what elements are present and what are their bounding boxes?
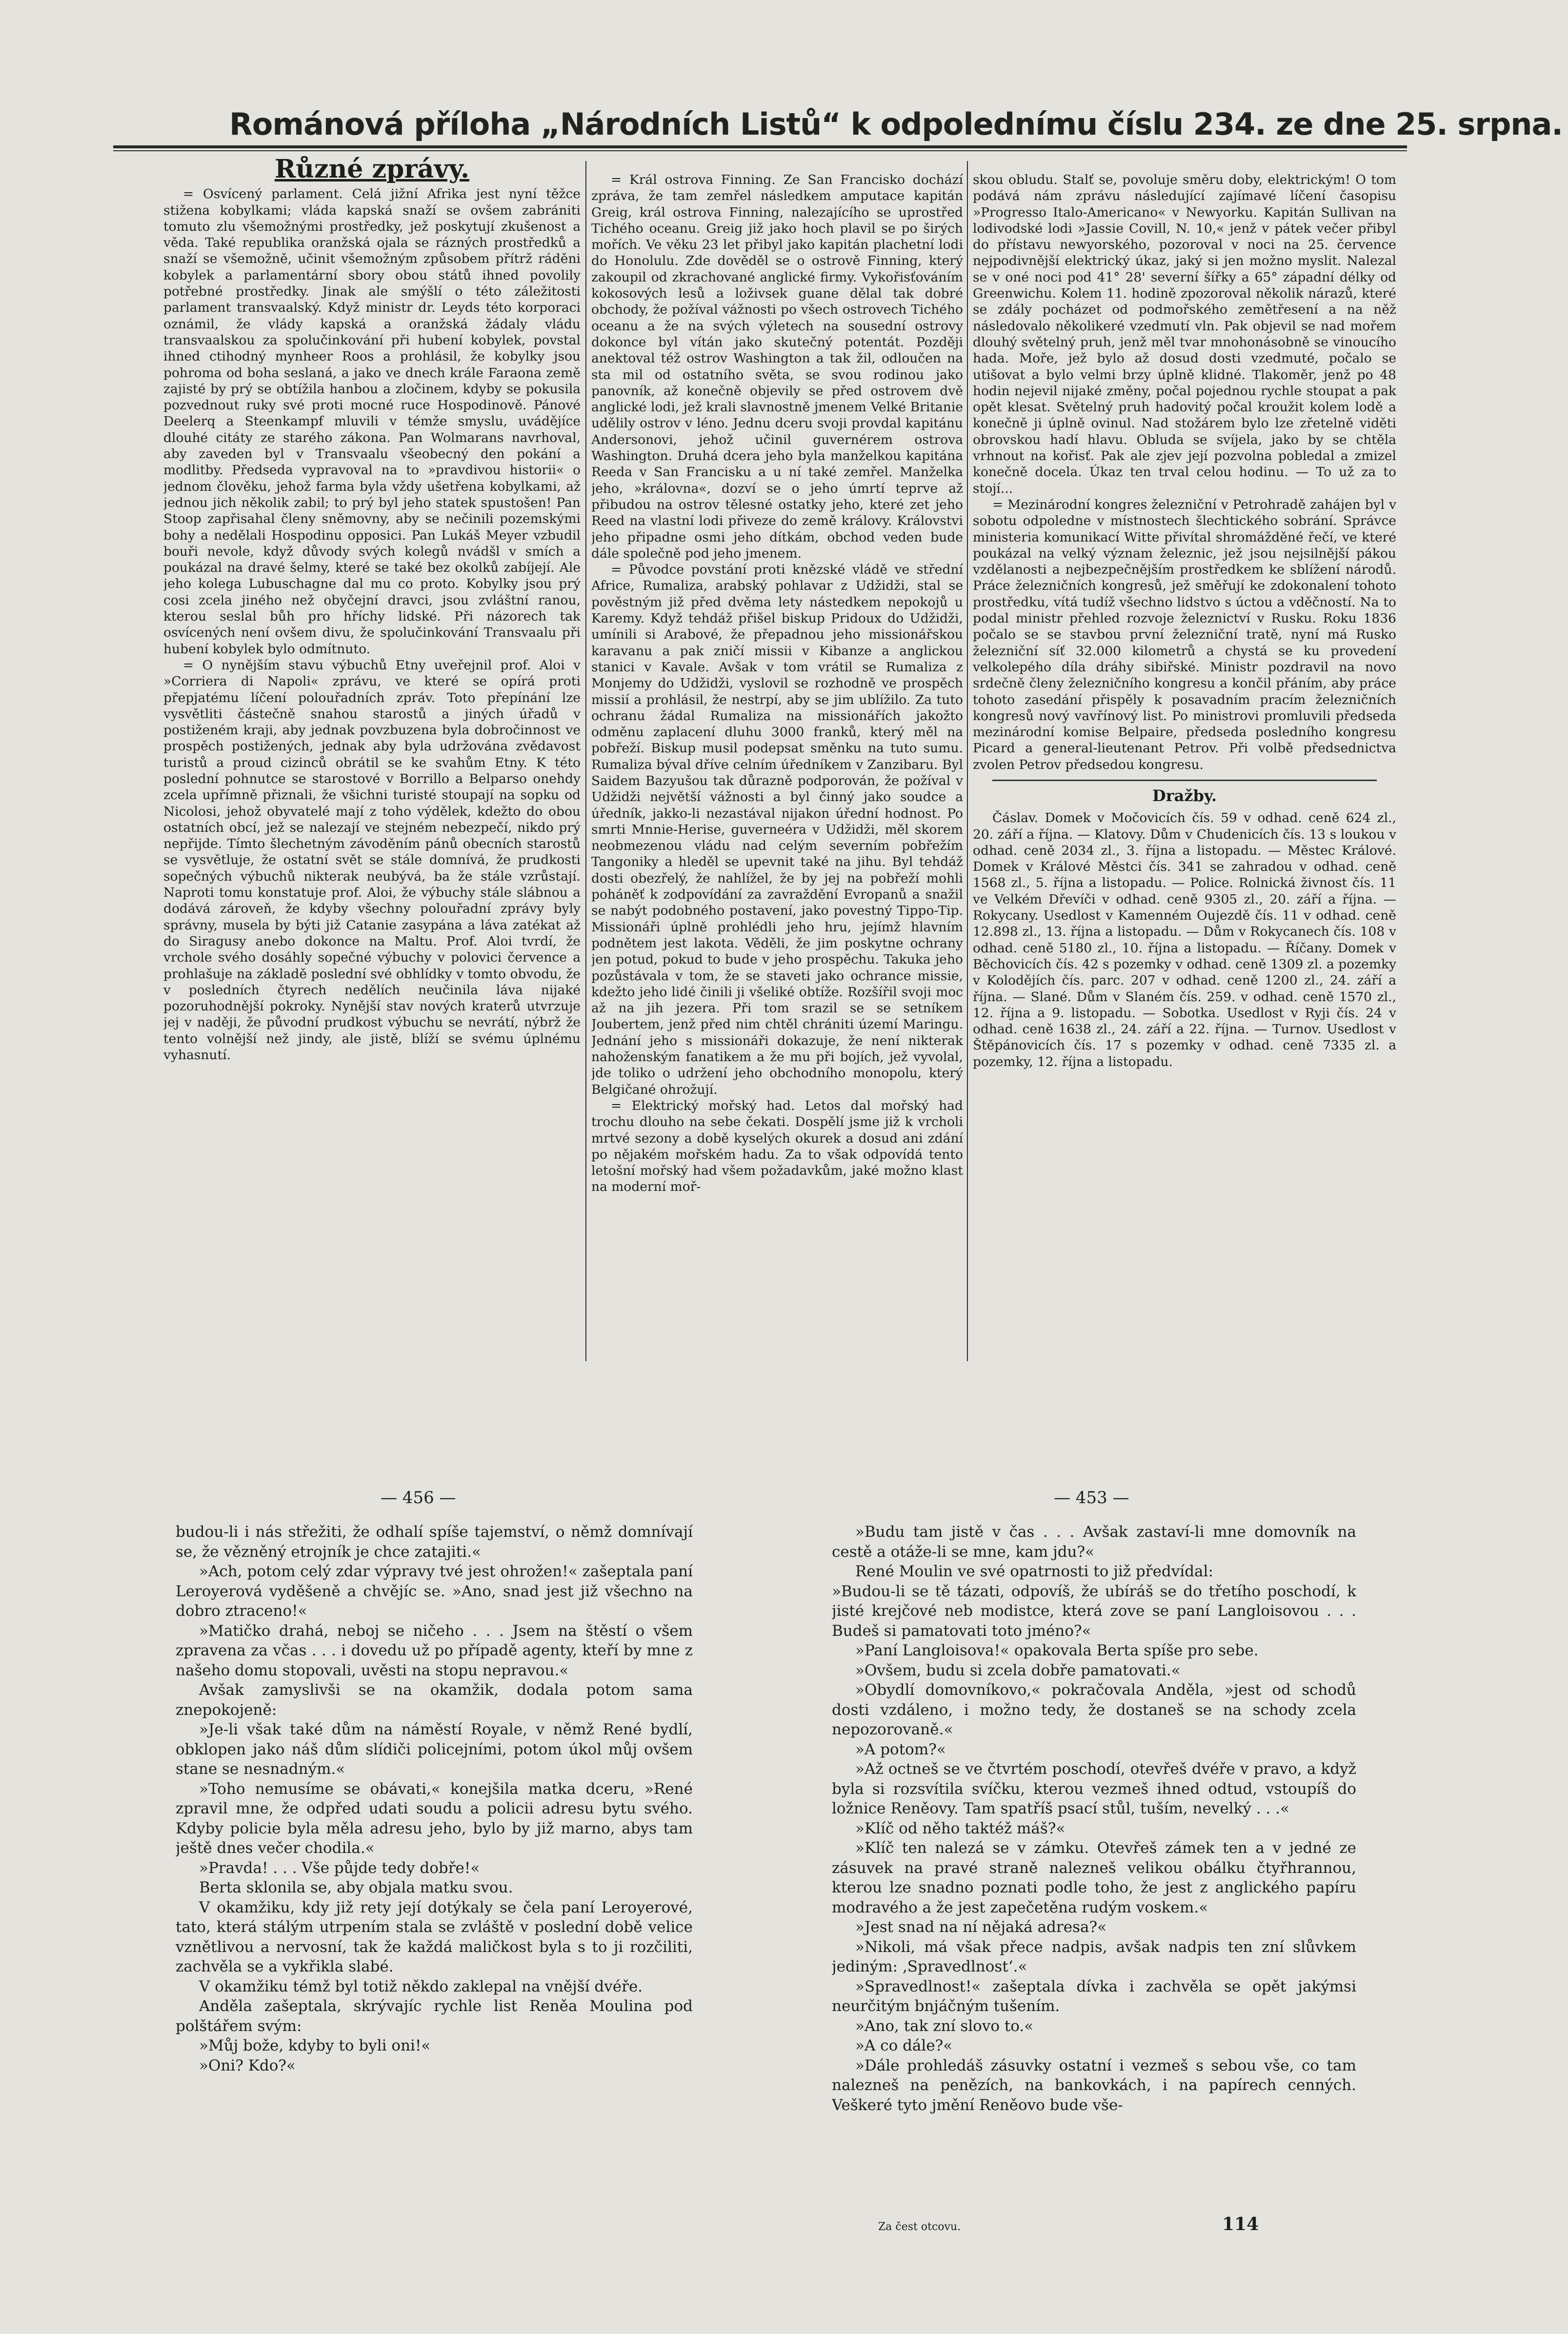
news-item-parliament: = Osvícený parlament. Celá jižní Afrika jest nyní těžce stižena kobylkami; vláda kapská snaží se ovšem zabrániti tomuto zlu všemožnými prostředky, jež poskytují zkušenost a věda. Také republika oranžská ojala se rázných prostředků a snaží se všemožně, učinit všemožným způsobem přítrž ráděni kobylek a parlamentární sbory obou států ihned povolily potřebné prostředky. Jinak ale smýšlí o této záležitosti parlament transvaalský. Když ministr dr. Leyds této korporaci oznámil, že vlády kapská a oranžská žádaly vládu transvaalskou za spolučinkování při hubení kobylek, povstal ihned ctihodný mynheer Roos a prohlásil, že kobylky jsou pohroma od boha seslaná, a jako ve dnech krále Faraona země zajisté by prý se obtížila hanbou a zločinem, kdyby se pokusila pozvednout ruky své proti mocné ruce Hospodinově. Pánové Deelerq a Steenkampf mluvili v témže smyslu, uvádějíce dlouhé citáty ze starého zákona. Pan Wolmarans navrhoval, aby zaveden byl v Transvaalu všeobecný den pokání a modlitby. Předseda vypravoval na to »pravdivou historii« o jednom člověku, jehož farma byla vždy ušetřena kobylkami, až jednou jich několik zabil; to prý byl jeho statek spustošen! Pan Stoop zapřisahal členy sněmovny, aby se nečinili pozemskými bohy a nedělali Hospodinu opposici. Pan Lukáš Meyer vzbudil bouři nevole, když důvody svých kolegů nvádšl v smích a poukázal na dravé šelmy, které se také bez okolků zabíjejí. Ale jeho kolega Lubuschagne dal mu co proto. Kobylky jsou prý cosi zcela jiného než obyčejní dravci, jsou zvláštní ranou, kterou seslal bůh pro hříchy lidské. Při názorech tak osvícených není ovšem divu, že spolučinkování Transvaalu při hubení kobylek bylo odmítnuto. xyxy=(163,186,581,657)
novel-left-paragraph: »Toho nemusíme se obávati,« konejšila matka dceru, »René zpravil mne, že odpřed udati soudu a policii adresu bytu svého. Kdyby policie byla měla adresu jeho, bylo by již marno, abys tam ještě dnes večer chodila.« xyxy=(176,1780,693,1857)
section-rule xyxy=(992,780,1377,781)
novel-left-paragraph: Berta sklonila se, aby objala matku svou. xyxy=(199,1879,513,1896)
novel-right-paragraph: »Klíč ten nalezá se v zámku. Otevřeš zámek ten a v jedné ze zásuvek na pravé straně nalezneš velikou obálku čtyřhrannou, kterou lze snadno poznati podle toho, že jest z anglického papíru modravého a že jest zapečetěna rudým voskem.« xyxy=(832,1839,1356,1916)
page-footnote: Za čest otcovu. xyxy=(878,2221,961,2233)
novel-left-paragraph: »Oni? Kdo?« xyxy=(199,2056,296,2074)
page-number-right: — 453 — xyxy=(1054,1488,1129,1508)
novel-right-paragraph: »Obydlí domovníkovo,« pokračovala Anděla, »jest od schodů dosti vzdáleno, i možno tedy, že dostaneš se na schody zcela nepozorovaně.« xyxy=(832,1681,1356,1738)
news-item-railway-congress: = Mezinárodní kongres železniční v Petrohradě zahájen byl v sobotu odpoledne v místnostech šlechtického sobrání. Správce ministeria komunikací Witte přivítal shromážděné řečí, ve které poukázal na velký význam železnic, jež jsou nejsilnější pákou vzdělanosti a nejbezpečnějším prostředkem ke sblížení národů. Práce železničních kongresů, jež směřují ke zdokonalení tohoto prostředku, vítá tudíž všechno lidstvo s úctou a vděčností. Na to podal ministr přehled rozvoje železnictví v Rusku. Roku 1836 počalo se se stavbou první železniční tratě, nyní má Rusko železniční síť 32.000 kilometrů a chystá se ku provedení velkolepého díla dráhy sibiřské. Ministr pozdravil na novo srdečně členy železničního kongresu a končil přáním, aby práce tohoto zasedání přispěly k posavadním pracím železničních kongresů nový vavřínový list. Po ministrovi promluvili předseda mezinárodní komise Belpaire, předseda posledního kongresu Picard a general-lieutenant Petrov. Při volbě předsednictva zvolen Petrov předsedou kongresu. xyxy=(973,497,1396,772)
novel-left-paragraph: »Pravda! . . . Vše půjde tedy dobře!« xyxy=(199,1859,480,1877)
novel-right-paragraph: »Nikoli, má však přece nadpis, avšak nadpis ten zní slůvkem jediným: ‚Spravedlnost‘.« xyxy=(832,1938,1356,1975)
novel-right-paragraph: »Až octneš se ve čtvrtém poschodí, otevřeš dvéře v pravo, a když byla si rozsvítila svíčku, kterou vezmeš ihned odtud, vstoupíš do ložnice Reněovy. Tam spatříš psací stůl, tuším, nevelký . . .« xyxy=(832,1760,1356,1817)
novel-right-paragraph: »A potom?« xyxy=(855,1740,946,1758)
news-item-rumaliza: = Původce povstání proti knězské vládě ve střední Africe, Rumaliza, arabský pohlavar z Udžidži, stal se pověstným již před dvěma lety nástedkem nepokojů u Karemy. Když tehdáž přišel biskup Pridoux do Udžidži, umínili si Arabové, že přepadnou jeho missionářskou karavanu a pak zničí missii v Kibanze a anglickou stanici v Kavale. Avšak v tom vrátil se Rumaliza z Monjemy do Udžidži, vyslovil se rozhodně ve prospěch missií a prohlásil, že nestrpí, aby se jim ublížilo. Za tuto ochranu žádal Rumaliza na missionářích jakožto odměnu zaplacení dluhu 3000 franků, který měl na pobřeží. Biskup musil podepsat směnku na tuto sumu. Rumaliza býval dříve celním úředníkem v Zanzibaru. Byl Saidem Bazyušou tak důrazně podporován, že požíval v Udžidži největší vážnosti a byl činný jako soudce a úředník, jakko-li nezastával nijakon úřední hodnost. Po smrti Mnnie-Herise, guverneéra v Udžidži, měl skorem neobmezenou vládu nad celým severním pobřežím Tangoniky a hleděl se upevnit také na jihu. Byl tehdáž dosti obezřelý, že nahlížel, že by jej na pobřeží mohli poháněť k zodpovídání za zavraždění Evropanů a snažil se nabýt podobného postavení, jako povestný Tippo-Tip. Missionáři úplně prohlédli jeho hru, jejímž hlavním podnětem jest lakota. Věděli, že jim poskytne ochrany jen potud, pokud to bude v jeho prospěchu. Takuka jeho pozůstávala v tom, že se staveti jako ochrance missie, kdežto jeho lidé činili ji všeliké obtíže. Rozšířil svoji moc až na jih jezera. Při tom srazil se se setníkem Joubertem, jenž před nim chtěl chrániti území Maringu. Jednání jeho s missionáři dokazuje, že není nikterak nahoženským fanatikem a že mu při bojích, jež vyvolal, jde toliko o udržení jeho obchodního monopolu, který Belgičané ohrožují. xyxy=(591,562,963,1097)
novel-right-paragraph: »Budu tam jistě v čas . . . Avšak zastaví-li mne domovník na cestě a otáže-li se mne, kam jdu?« xyxy=(832,1523,1356,1561)
auctions-list: Čáslav. Domek v Močovicích čís. 59 v odhad. ceně 624 zl., 20. září a října. — Klatovy. Dům v Chudenicích čís. 13 s loukou v odhad. ceně 2034 zl., 3. října a listopadu. — Městec Králové. Domek v Králové Městci čís. 341 se zahradou v odhad. ceně 1568 zl., 5. října a listopadu. — Police. Rolnická živnost čís. 11 ve Velkém Dřevíči v odhad. ceně 9305 zl., 20. září a října. — Rokycany. Usedlost v Kamenném Oujezdě čís. 11 v odhad. ceně 12.898 zl., 13. října a listopadu. — Dům v Rokycanech čís. 108 v odhad. ceně 5180 zl., 10. října a listopadu. — Říčany. Domek v Běchovicích čís. 42 s pozemky v odhad. ceně 1309 zl. a pozemky v Kolodějích čís. parc. 207 v odhad. ceně 1200 zl., 24. září a října. — Slané. Dům v Slaném čís. 259. v odhad. ceně 1570 zl., 12. října a 9. listopadu. — Sobotka. Usedlost v Ryji čís. 24 v odhad. ceně 1638 zl., 24. září a 22. října. — Turnov. Usedlost v Štěpánovicích čís. 17 s pozemky v odhad. ceně 7335 zl. a pozemky, 12. října a listopadu. xyxy=(973,810,1396,1069)
novel-right-paragraph: René Moulin ve své opatrnosti to již předvídal: xyxy=(855,1563,1213,1580)
novel-left-paragraph: »Ach, potom celý zdar výpravy tvé jest ohrožen!« zašeptala paní Leroyerová vyděšeně a chvějíc se. »Ano, snad jest již všechno na dobro ztraceno!« xyxy=(176,1563,693,1620)
news-item-etna: = O nynějším stavu výbuchů Etny uveřejnil prof. Aloi v »Corriera di Napoli« zprávu, ve které se opírá proti přepjatému líčení polouřadních zpráv. Toto přepínání lze vysvětliti částečně snahou starostů a jiných úřadů v postiženém kraji, aby jednak povzbuzena byla dobročinnost ve prospěch postižených, jednak aby byla udržována zvědavost turistů a proud cizinců obrátil se ke svahům Etny. K této poslední pohnutce se starostové v Borrillo a Belparso onehdy zcela upřímně přiznali, že všichni turisté stoupají na sopku od Nicolosi, jehož obyvatelé mají z toho výdělek, kdežto do obou ostatních obcí, jež se nalezají ve stejném nebezpečí, nikdo prý nepřijde. Tímto šlechetným závoděním pánů obecních starostů se vysvětluje, že ostatní svět se stále domnívá, že prudkosti sopečných výbuchů nikterak neubývá, ba že stále vzrůstají. Naproti tomu konstatuje prof. Aloi, že výbuchy stále slábnou a dodává zároveň, že kdyby všechny polouřadní zprávy byly správny, musela by býti již Catanie zasypána a láva zatékat až do Siragusy anebo dokonce na Maltu. Prof. Aloi tvrdí, že vrchole svého dosáhly sopečné výbuchy v polovici července a prohlašuje na základě poslední své obhlídky v tomto obvodu, že v posledních čtyrech nedělích neučinila láva nijaké pozoruhodnější pokroky. Nynější stav nových kraterů utvrzuje jej v naději, že původní prudkost výbuchu se nevrátí, nýbrž že tento volnější než jindy, ale jistě, blíží se svému úplnému vyhasnutí. xyxy=(163,657,581,1063)
masthead-rule-thin xyxy=(113,150,1407,151)
news-item-finning: = Král ostrova Finning. Ze San Francisko dochází zpráva, že tam zemřel následkem amputace kapitán Greig, král ostrova Finning, nalezajícího se uprostřed Tichého oceanu. Greig již jako hoch plavil se po širých mořích. Ve věku 23 let přibyl jako kapitán plachetní lodi do Honolulu. Zde dověděl se o ostrově Finning, který zakoupil od zkrachované anglické firmy. Vykořisťováním kokosových lesů a loživsek guane dělal tak dobré obchody, že požíval vážnosti po všech ostrovech Tichého oceanu a že na svých výletech na sousední ostrovy dokonce byl vítán jako skutečný potentát. Později anektoval též ostrov Washington a tak žil, odloučen na sta mil od ostatního světa, se svou rodinou jako panovník, až konečně objevily se před ostrovem dvě anglické lodi, jež krali slavnostně jmenem Velké Britanie udělily ostrov v léno. Jednu dceru svoji provdal kapitánu Andersonovi, jehož učinil guvernérem ostrova Washington. Druhá dcera jeho byla manželkou kapitána Reeda v San Francisku a u ní také zemřel. Manželka jeho, »královna«, dozví se o jeho úmrtí teprve až přibudou na ostrov tělesné ostatky jeho, které zet jeho Reed na vlastní lodi přiveze do země královy. Královstvi jeho připadne osmi jeho dítkám, obchod veden bude dále společně pod jeho jmenem. xyxy=(591,172,963,561)
novel-right-paragraph: »Ovšem, budu si zcela dobře pamatovati.« xyxy=(855,1661,1181,1679)
novel-page-right xyxy=(832,1522,1356,2195)
masthead: Románová příloha „Národních Listů“ k odpolednímu číslu 234. ze dne 25. srpna. xyxy=(229,106,1563,142)
news-column-2 xyxy=(591,172,963,1367)
novel-left-paragraph: »Matičko drahá, neboj se ničeho . . . Jsem na štěstí o všem zpravena za včas . . . i dovedu už po případě agenty, kteří by mne z našeho domu stopovali, uvěsti na stopu nepravou.« xyxy=(176,1622,693,1679)
column-divider-2 xyxy=(967,161,968,1361)
novel-left-paragraph: Avšak zamyslivši se na okamžik, dodala potom sama znepokojeně: xyxy=(176,1681,693,1719)
novel-right-paragraph: »Budou-li se tě tázati, odpovíš, že ubíráš se do třetího poschodí, k jisté krejčové neb modistce, která zove se paní Langloisovou . . . Budeš si pamatovati toto jméno?« xyxy=(832,1582,1356,1640)
column-divider-1 xyxy=(585,161,586,1361)
page-number-left: — 456 — xyxy=(381,1488,456,1508)
news-item-sea-serpent: = Elektrický mořský had. Letos dal mořský had trochu dlouho na sebe čekati. Dospělí jsme již k vrcholi mrtvé sezony a době kyselých okurek a dosud ani zdání po nějakém mořském hadu. Za to však odpovídá tento letošní mořský had všem požadavkům, jaké možno klast na moderní moř- xyxy=(591,1098,963,1195)
novel-right-paragraph: »Ano, tak zní slovo to.« xyxy=(855,2017,1034,2035)
novel-right-paragraph: »Paní Langloisova!« opakovala Berta spíše pro sebe. xyxy=(855,1642,1259,1659)
novel-left-paragraph: V okamžiku témž byl totiž někdo zaklepal na vnější dvéře. xyxy=(199,1977,643,1995)
novel-right-paragraph: »Dále prohledáš zásuvky ostatní i vezmeš s sebou vše, co tam nalezneš na penězích, na bankovkách, i na papírech cenných. Veškeré tyto jmění Reněovo bude vše- xyxy=(832,2056,1356,2114)
novel-left-paragraph: »Je-li však také dům na náměstí Royale, v němž René bydlí, obklopen jako náš dům slídiči policejními, potom úkol můj ovšem stane se nesnadným.« xyxy=(176,1721,693,1778)
news-column-1 xyxy=(163,156,581,1361)
novel-page-left xyxy=(176,1522,693,2195)
auctions-heading: Dražby. xyxy=(1152,786,1217,805)
news-heading: Různé zprávy. xyxy=(274,156,470,184)
news-column-3 xyxy=(973,172,1396,1367)
masthead-rule xyxy=(113,145,1407,148)
novel-right-paragraph: »A co dále?« xyxy=(855,2037,953,2054)
novel-right-paragraph: »Jest snad na ní nějaká adresa?« xyxy=(855,1918,1107,1936)
page-signature: 114 xyxy=(1222,2214,1259,2234)
novel-left-paragraph: »Můj bože, kdyby to byli oni!« xyxy=(199,2037,431,2054)
novel-left-paragraph: Anděla zašeptala, skrývajíc rychle list Reněa Moulina pod polštářem svým: xyxy=(176,1997,693,2035)
novel-right-paragraph: »Spravedlnost!« zašeptala dívka i zachvěla se opět jakýmsi neurčitým bnjáčným tušením. xyxy=(832,1977,1356,2015)
novel-right-paragraph: »Klíč od něho taktéž máš?« xyxy=(855,1819,1065,1837)
novel-left-paragraph: budou-li i nás střežiti, že odhalí spíše tajemství, o němž domnívají se, že vězněný etrojník je chce zatajiti.« xyxy=(176,1523,693,1561)
novel-left-paragraph: V okamžiku, kdy již rety její dotýkaly se čela paní Leroyerové, tato, která stálým utrpením stala se zvláště v poslední době velice vznětlivou a nervosní, tak že každá maličkost byla s to ji rozčiliti, zachvěla se a vykřikla slabé. xyxy=(176,1898,693,1975)
news-item-sea-serpent-cont: skou obludu. Stalť se, povoluje směru doby, elektrickým! O tom podává nám zprávu následující zajímavé líčení časopisu »Progresso Italo-Americano« v Newyorku. Kapitán Sullivan na lodivodské lodi »Jassie Covill, N. 10,« jenž v pátek večer přibyl do přístavu newyorského, pozoroval v noci na 25. července nejpodivnější elektrický úkaz, jaký si jen možno myslit. Nalezal se v oné noci pod 41° 28' severní šířky a 65° západní délky od Greenwichu. Kolem 11. hodině zpozoroval několik nárazů, které se zdály pocházet od podmořského zemětřesení a na něž následovalo několikeré vzedmutí vln. Pak objevil se nad mořem dlouhý světelný pruh, jenž měl tvar mnohonásobně se vinoucího hada. Moře, jež bylo až dosud dosti vzedmuté, počalo se utišovat a bylo velmi brzy úplně klidné. Tlakoměr, jenž po 48 hodin nejevil nijaké změny, počal pojednou rychle stoupat a pak opět klesat. Světelný pruh hadovitý počal kroužit kolem lodě a konečně ji úplně ovinul. Nad stožárem bylo lze zřetelně viděti obrovskou hadí hlavu. Obluda se svíjela, jako by se chtěla vrhnout na kořisť. Pak ale zjev její pozvolna pobledal a zmizel konečně docela. Úkaz ten trval celou hodinu. — To už za to stojí... xyxy=(973,172,1396,496)
